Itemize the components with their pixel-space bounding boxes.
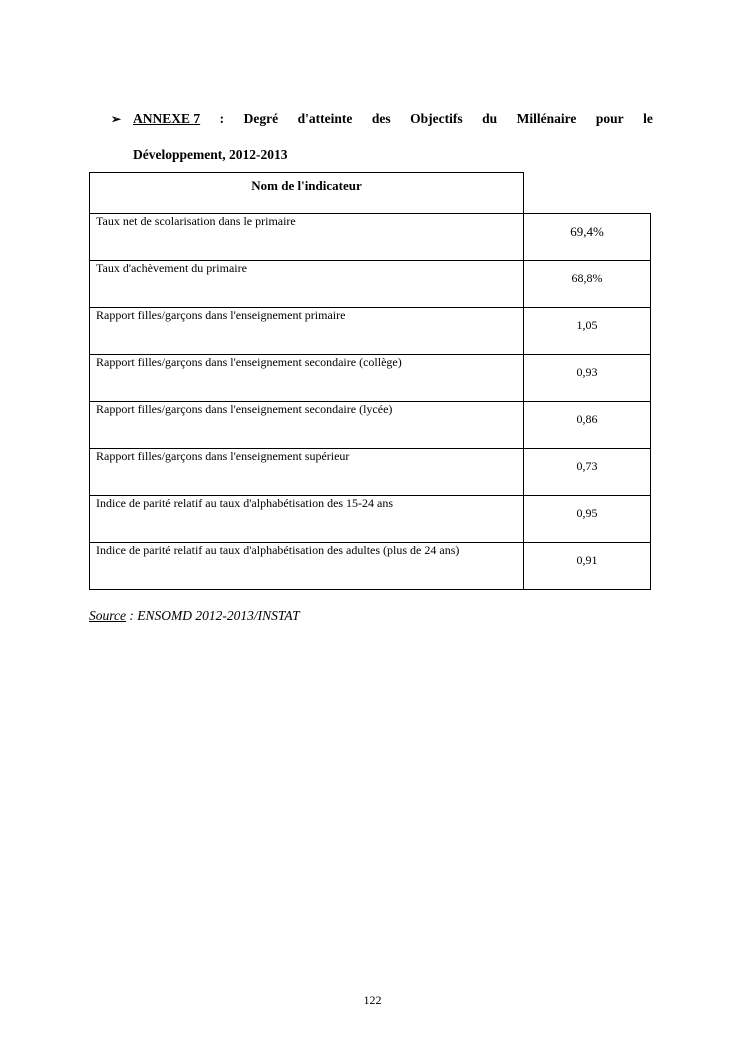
source-label: Source <box>89 608 126 623</box>
heading-word: pour <box>595 111 624 126</box>
heading-word: Degré <box>243 111 279 126</box>
table-row <box>90 214 651 261</box>
table-row <box>90 449 651 496</box>
indicator-name: Taux d'achèvement du primaire <box>90 261 524 308</box>
source-text: : ENSOMD 2012-2013/INSTAT <box>126 608 300 623</box>
indicator-name: Indice de parité relatif au taux d'alphabétisation des 15-24 ans <box>90 496 524 543</box>
heading-line-2: Développement, 2012-2013 <box>133 147 288 162</box>
heading-word: Millénaire <box>516 111 577 126</box>
table-header-indicator: Nom de l'indicateur <box>90 173 524 214</box>
heading-word: d'atteinte <box>297 111 353 126</box>
indicator-value: 68,8% <box>524 261 651 308</box>
indicator-value: 69,4% <box>524 214 651 261</box>
table-row <box>90 261 651 308</box>
indicator-value: 0,91 <box>524 543 651 590</box>
indicator-name: Indice de parité relatif au taux d'alphabétisation des adultes (plus de 24 ans) <box>90 543 524 590</box>
heading-word: des <box>371 111 391 126</box>
indicator-name: Rapport filles/garçons dans l'enseignement supérieur <box>90 449 524 496</box>
indicator-table <box>89 172 651 590</box>
heading-word: le <box>643 111 653 126</box>
heading-word: Objectifs <box>410 111 463 126</box>
indicator-value: 0,73 <box>524 449 651 496</box>
page-number: 122 <box>363 993 382 1007</box>
indicator-name: Rapport filles/garçons dans l'enseignement secondaire (collège) <box>90 355 524 402</box>
heading-line-1 <box>111 101 653 137</box>
heading-word: : <box>219 111 225 126</box>
indicator-value: 0,93 <box>524 355 651 402</box>
table-header-empty <box>524 173 651 214</box>
table-row <box>90 496 651 543</box>
indicator-name: Rapport filles/garçons dans l'enseignement primaire <box>90 308 524 355</box>
table-row <box>90 402 651 449</box>
heading-word: du <box>482 111 498 126</box>
indicator-value: 0,95 <box>524 496 651 543</box>
source-note <box>89 608 300 624</box>
bullet-arrow-icon: ➢ <box>111 112 122 126</box>
indicator-name: Taux net de scolarisation dans le primaire <box>90 214 524 261</box>
table-row <box>90 543 651 590</box>
table-row <box>90 355 651 402</box>
indicator-name: Rapport filles/garçons dans l'enseignement secondaire (lycée) <box>90 402 524 449</box>
table-row <box>90 308 651 355</box>
indicator-value: 1,05 <box>524 308 651 355</box>
annex-label: ANNEXE 7 <box>133 111 201 126</box>
annex-heading <box>111 101 653 173</box>
indicator-value: 0,86 <box>524 402 651 449</box>
